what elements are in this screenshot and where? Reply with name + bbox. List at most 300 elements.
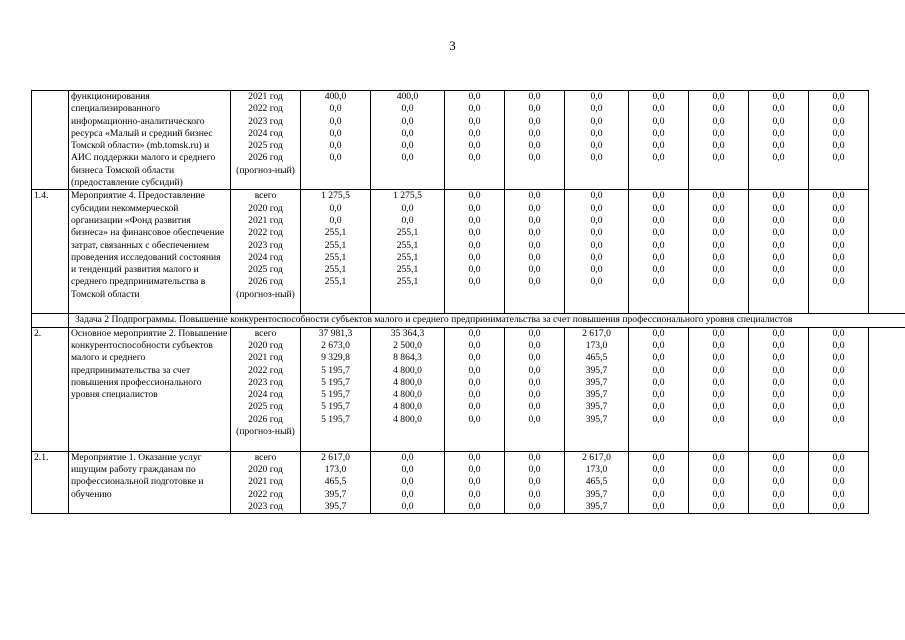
measure-row [32,327,905,451]
value-cell: 395,7 [585,376,608,388]
value-cell: 0,0 [401,140,414,152]
measure-row [32,91,905,190]
value-cell: 0,0 [468,239,481,251]
value-column-9 [809,190,869,314]
value-cell: 8 864,3 [393,352,422,364]
value-cell: 0,0 [590,127,603,139]
value-cell: 0,0 [652,140,665,152]
year-label: 2021 год [248,91,283,102]
value-cell: 2 617,0 [582,451,611,463]
value-cell: 0,0 [652,152,665,164]
value-cell: 0,0 [468,352,481,364]
value-cell: 0,0 [832,352,845,364]
value-cell: 0,0 [832,140,845,152]
value-cell: 0,0 [590,251,603,263]
value-column-9 [809,91,869,190]
value-cell: 0,0 [468,389,481,401]
value-cell: 0,0 [832,115,845,127]
value-cell: 0,0 [468,115,481,127]
value-cell: 0,0 [712,476,725,488]
value-cell: 0,0 [652,364,665,376]
value-cell: 0,0 [468,463,481,475]
value-column-9 [809,451,869,513]
value-cell: 255,1 [324,239,347,251]
value-cell: 4 800,0 [393,413,422,425]
value-cell: 0,0 [401,476,414,488]
value-cell: 0,0 [528,376,541,388]
value-cell: 0,0 [832,389,845,401]
year-label: 2022 год [248,227,283,239]
year-label: 2021 год [248,214,283,226]
value-cell: 0,0 [772,339,785,351]
value-cell: 0,0 [468,202,481,214]
value-cell: 0,0 [832,500,845,512]
value-cell: 0,0 [468,103,481,115]
value-cell: 0,0 [712,214,725,226]
value-column-1 [301,91,371,190]
value-cell: 255,1 [396,276,419,288]
value-cell: 0,0 [401,127,414,139]
value-cell: 0,0 [832,476,845,488]
value-cell: 0,0 [772,214,785,226]
value-cell: 1 275,5 [321,190,350,202]
year-column [231,451,301,513]
value-cell: 0,0 [528,127,541,139]
value-cell: 0,0 [712,339,725,351]
value-column-3 [445,190,505,314]
value-cell: 0,0 [712,140,725,152]
value-cell: 0,0 [652,352,665,364]
value-column-1 [301,451,371,513]
value-cell: 0,0 [832,413,845,425]
value-cell: 0,0 [832,127,845,139]
budget-table [31,90,905,514]
value-cell: 255,1 [324,251,347,263]
value-cell: 4 800,0 [393,364,422,376]
value-column-7 [689,91,749,190]
value-cell: 0,0 [772,251,785,263]
value-cell: 0,0 [329,152,342,164]
value-column-7 [689,327,749,451]
value-cell: 0,0 [528,352,541,364]
value-cell: 0,0 [652,239,665,251]
value-cell: 0,0 [528,251,541,263]
value-cell: 173,0 [324,463,347,475]
value-cell: 0,0 [712,190,725,202]
value-cell: 0,0 [832,91,845,102]
value-cell: 0,0 [832,376,845,388]
value-cell: 0,0 [772,327,785,339]
value-cell: 0,0 [652,327,665,339]
value-column-4 [505,451,565,513]
value-cell: 0,0 [528,389,541,401]
value-cell: 0,0 [832,239,845,251]
value-cell: 0,0 [468,214,481,226]
value-cell: 0,0 [329,103,342,115]
value-cell: 0,0 [528,413,541,425]
value-cell: 0,0 [528,364,541,376]
value-cell: 0,0 [772,451,785,463]
value-cell: 0,0 [468,500,481,512]
value-cell: 0,0 [712,103,725,115]
value-cell: 0,0 [468,140,481,152]
value-cell: 0,0 [468,127,481,139]
value-cell: 0,0 [652,463,665,475]
year-label: 2022 год [248,103,283,115]
value-cell: 0,0 [468,276,481,288]
year-label: 2024 год [248,389,283,401]
value-cell: 400,0 [396,91,419,102]
value-cell: 0,0 [772,152,785,164]
value-cell: 5 195,7 [321,376,350,388]
value-cell: 0,0 [772,239,785,251]
value-cell: 0,0 [712,251,725,263]
value-cell: 0,0 [652,451,665,463]
value-cell: 0,0 [832,463,845,475]
value-cell: 0,0 [590,190,603,202]
value-cell: 173,0 [585,339,608,351]
value-cell: 465,5 [585,352,608,364]
value-cell: 0,0 [468,476,481,488]
value-cell: 0,0 [528,214,541,226]
value-column-1 [301,190,371,314]
measure-row [32,190,905,314]
value-cell: 37 981,3 [318,327,353,339]
value-cell: 9 329,8 [321,352,350,364]
measure-row [32,451,905,513]
value-cell: 0,0 [712,376,725,388]
value-cell: 0,0 [832,451,845,463]
value-cell: 5 195,7 [321,364,350,376]
value-cell: 35 364,3 [390,327,425,339]
value-cell: 0,0 [652,103,665,115]
value-cell: 0,0 [528,463,541,475]
value-cell: 0,0 [468,451,481,463]
value-cell: 255,1 [324,264,347,276]
value-cell: 0,0 [468,339,481,351]
year-label: 2026 год (прогноз-ный) [236,276,295,300]
value-cell: 0,0 [590,91,603,102]
value-cell: 0,0 [772,190,785,202]
value-cell: 5 195,7 [321,413,350,425]
value-cell: 0,0 [329,140,342,152]
value-cell: 0,0 [590,227,603,239]
value-column-9 [809,327,869,451]
value-cell: 0,0 [832,202,845,214]
value-cell: 255,1 [396,239,419,251]
value-cell: 0,0 [528,202,541,214]
value-cell: 0,0 [832,339,845,351]
measure-description: функционирования специализированного информационно-аналитического ресурса «Малый и средний бизнес Томской области» (mb.tomsk.ru) и АИС поддержки малого и среднего бизнеса Томской области (предоставление субсидий) [69,91,231,190]
value-cell: 0,0 [712,202,725,214]
value-cell: 0,0 [772,127,785,139]
value-cell: 0,0 [712,451,725,463]
value-column-4 [505,190,565,314]
value-cell: 0,0 [712,463,725,475]
measure-number: 2.1. [32,451,69,513]
value-column-6 [629,190,689,314]
value-cell: 0,0 [832,214,845,226]
measure-description: Мероприятие 1. Оказание услуг ищущим работу гражданам по профессиональной подготовке и обучению [69,451,231,513]
value-cell: 0,0 [652,401,665,413]
value-cell: 2 617,0 [321,451,350,463]
value-column-2 [371,327,445,451]
value-cell: 395,7 [585,488,608,500]
value-cell: 0,0 [712,327,725,339]
value-cell: 0,0 [652,339,665,351]
value-cell: 0,0 [832,364,845,376]
value-cell: 0,0 [329,115,342,127]
value-cell: 0,0 [772,140,785,152]
year-column [231,91,301,190]
value-cell: 395,7 [324,488,347,500]
value-cell: 395,7 [585,401,608,413]
value-cell: 2 617,0 [582,327,611,339]
value-cell: 5 195,7 [321,401,350,413]
year-label: 2020 год [248,202,283,214]
value-cell: 0,0 [772,500,785,512]
value-cell: 0,0 [528,103,541,115]
page-number: 3 [449,38,456,53]
value-cell: 0,0 [712,239,725,251]
value-cell: 0,0 [772,91,785,102]
measure-number [32,91,69,190]
value-cell: 0,0 [468,401,481,413]
value-cell: 4 800,0 [393,376,422,388]
year-label: 2026 год (прогноз-ный) [236,152,295,176]
year-label: 2023 год [248,376,283,388]
value-cell: 0,0 [712,115,725,127]
value-column-2 [371,91,445,190]
value-cell: 0,0 [772,463,785,475]
value-cell: 1 275,5 [393,190,422,202]
value-cell: 0,0 [652,91,665,102]
value-cell: 0,0 [832,190,845,202]
value-cell: 0,0 [652,251,665,263]
value-cell: 0,0 [772,352,785,364]
value-cell: 0,0 [652,276,665,288]
value-cell: 0,0 [832,327,845,339]
value-cell: 255,1 [396,264,419,276]
value-column-2 [371,190,445,314]
value-column-3 [445,327,505,451]
value-cell: 0,0 [528,476,541,488]
value-cell: 0,0 [712,500,725,512]
value-cell: 5 195,7 [321,389,350,401]
value-cell: 0,0 [772,488,785,500]
value-cell: 0,0 [528,91,541,102]
value-cell: 395,7 [324,500,347,512]
value-cell: 0,0 [712,401,725,413]
value-cell: 0,0 [528,488,541,500]
value-cell: 395,7 [585,364,608,376]
value-column-8 [749,327,809,451]
value-cell: 0,0 [832,227,845,239]
value-column-4 [505,327,565,451]
year-label: 2021 год [248,352,283,364]
value-cell: 395,7 [585,500,608,512]
value-cell: 0,0 [528,227,541,239]
year-label: всего [254,327,277,339]
value-cell: 255,1 [396,251,419,263]
value-cell: 2 673,0 [321,339,350,351]
measure-number: 2. [32,327,69,451]
value-column-6 [629,451,689,513]
value-cell: 0,0 [832,152,845,164]
value-cell: 0,0 [468,327,481,339]
value-cell: 0,0 [652,264,665,276]
task-row [32,314,905,327]
value-cell: 0,0 [528,327,541,339]
value-cell: 0,0 [712,413,725,425]
value-cell: 0,0 [401,214,414,226]
value-cell: 0,0 [528,190,541,202]
value-cell: 0,0 [528,140,541,152]
value-column-2 [371,451,445,513]
value-column-3 [445,91,505,190]
value-cell: 0,0 [712,352,725,364]
value-cell: 0,0 [528,339,541,351]
value-cell: 0,0 [468,227,481,239]
year-label: 2025 год [248,264,283,276]
value-cell: 173,0 [585,463,608,475]
value-cell: 0,0 [590,214,603,226]
value-cell: 0,0 [772,413,785,425]
value-cell: 0,0 [401,488,414,500]
value-column-3 [445,451,505,513]
value-cell: 0,0 [528,451,541,463]
year-label: всего [254,190,277,202]
value-cell: 0,0 [832,488,845,500]
value-cell: 0,0 [528,500,541,512]
value-column-8 [749,190,809,314]
value-cell: 0,0 [468,251,481,263]
value-cell: 0,0 [712,488,725,500]
value-cell: 0,0 [772,476,785,488]
value-cell: 0,0 [590,276,603,288]
year-label: 2023 год [248,239,283,251]
value-cell: 465,5 [324,476,347,488]
value-cell: 0,0 [652,115,665,127]
value-cell: 0,0 [832,401,845,413]
value-column-5 [565,91,629,190]
value-column-6 [629,327,689,451]
value-column-7 [689,190,749,314]
value-cell: 0,0 [712,364,725,376]
value-cell: 4 800,0 [393,401,422,413]
value-cell: 0,0 [712,127,725,139]
value-cell: 0,0 [590,202,603,214]
value-column-6 [629,91,689,190]
value-cell: 4 800,0 [393,389,422,401]
value-cell: 0,0 [401,500,414,512]
value-cell: 465,5 [585,476,608,488]
measure-number: 1.4. [32,190,69,314]
year-label: 2020 год [248,339,283,351]
value-cell: 0,0 [401,463,414,475]
value-cell: 395,7 [585,413,608,425]
measure-description: Основное мероприятие 2. Повышение конкурентоспособности субъектов малого и среднего предпринимательства за счет повышения профессионального уровня специалистов [69,327,231,451]
value-cell: 0,0 [712,227,725,239]
value-cell: 0,0 [652,202,665,214]
value-cell: 0,0 [652,127,665,139]
year-column [231,327,301,451]
value-cell: 400,0 [324,91,347,102]
value-cell: 0,0 [401,202,414,214]
value-cell: 0,0 [652,214,665,226]
year-label: 2022 год [248,364,283,376]
value-cell: 0,0 [590,264,603,276]
value-cell: 0,0 [832,251,845,263]
value-cell: 0,0 [772,276,785,288]
value-cell: 0,0 [652,376,665,388]
value-cell: 0,0 [652,190,665,202]
value-cell: 0,0 [329,214,342,226]
value-cell: 0,0 [528,115,541,127]
year-label: 2025 год [248,401,283,413]
value-cell: 0,0 [468,264,481,276]
value-cell: 0,0 [329,127,342,139]
year-label: 2024 год [248,127,283,139]
value-cell: 0,0 [712,91,725,102]
year-label: 2023 год [248,500,283,512]
value-cell: 0,0 [468,376,481,388]
value-cell: 0,0 [468,364,481,376]
value-cell: 0,0 [590,115,603,127]
value-cell: 0,0 [772,115,785,127]
value-column-8 [749,451,809,513]
year-column [231,190,301,314]
value-column-1 [301,327,371,451]
value-cell: 0,0 [652,227,665,239]
value-cell: 0,0 [401,451,414,463]
value-cell: 0,0 [468,190,481,202]
value-cell: 0,0 [772,389,785,401]
year-label: 2024 год [248,251,283,263]
value-cell: 0,0 [652,500,665,512]
value-cell: 0,0 [329,202,342,214]
value-cell: 0,0 [832,276,845,288]
value-cell: 0,0 [401,103,414,115]
value-cell: 0,0 [590,103,603,115]
year-label: 2025 год [248,140,283,152]
value-cell: 0,0 [712,264,725,276]
value-column-5 [565,190,629,314]
value-cell: 0,0 [528,239,541,251]
value-cell: 0,0 [772,364,785,376]
year-label: 2026 год (прогноз-ный) [236,413,295,438]
value-cell: 0,0 [468,152,481,164]
value-column-7 [689,451,749,513]
year-label: 2022 год [248,488,283,500]
value-cell: 0,0 [772,227,785,239]
value-cell: 0,0 [772,376,785,388]
value-cell: 0,0 [772,103,785,115]
value-cell: 0,0 [832,264,845,276]
value-cell: 0,0 [590,140,603,152]
value-cell: 2 500,0 [393,339,422,351]
year-label: всего [254,451,277,463]
value-cell: 0,0 [468,488,481,500]
value-cell: 0,0 [468,413,481,425]
task-title: Задача 2 Подпрограммы. Повышение конкурентоспособности субъектов малого и среднего предпринимательства за счет повышения профессионального уровня специалистов [69,314,905,327]
year-label: 2021 год [248,476,283,488]
value-cell: 0,0 [590,239,603,251]
value-cell: 0,0 [652,488,665,500]
value-cell: 0,0 [652,389,665,401]
year-label: 2023 год [248,115,283,127]
value-cell: 255,1 [324,276,347,288]
